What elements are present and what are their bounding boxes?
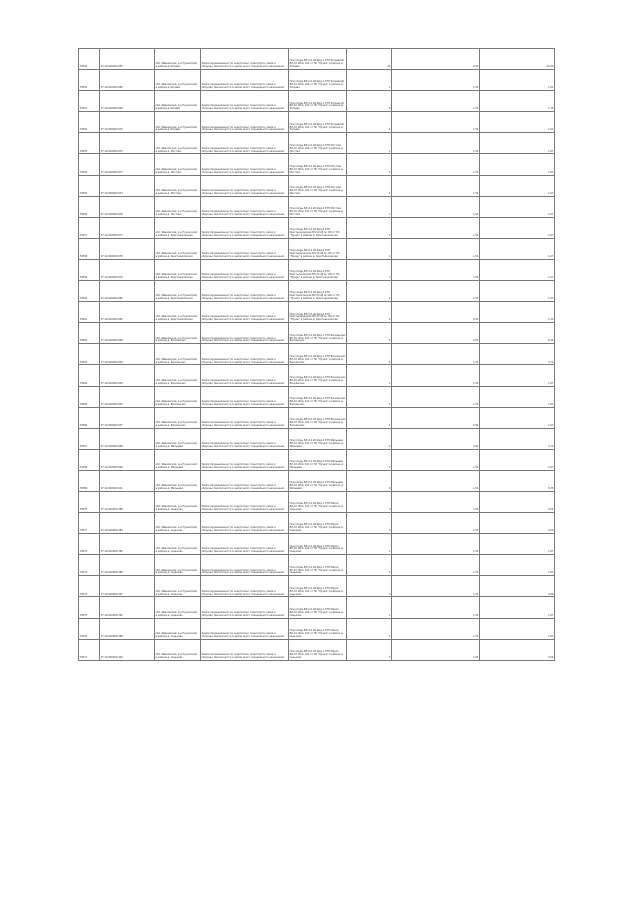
row-number-cell: 79560 (79, 281, 100, 302)
cadastral-number-cell: 37:14:000000:957 (100, 49, 155, 70)
cadastral-value-cell: 1,67 (480, 175, 555, 196)
cadastral-number-cell: 37:14:000000:981 (100, 302, 155, 323)
address-cell: обл. Ивановская, р-н Пучежский, в районе д. Васильково (155, 323, 201, 344)
cadastral-number-cell: 37:14:000000:957 (100, 407, 155, 428)
cadastral-number-cell: 37:14:000000:976 (100, 196, 155, 217)
table-row (79, 513, 555, 534)
row-number-cell: 79553 (79, 133, 100, 154)
specific-value-cell: 1,54 (392, 491, 480, 512)
row-number-cell: 79552 (79, 112, 100, 133)
land-category-cell: Земли промышленности, энергетики, транспорта, связи и обороны, безопасности и земли иного специального назначения (201, 344, 289, 365)
permitted-use-cell: Под опоры ВЛ-0,4 кВ фид.1 КТП Васильково ВЛ-10 кВ № 102 от ПС "Пучеж" в районе д. Васильково (289, 344, 347, 365)
row-number-cell: 79561 (79, 302, 100, 323)
permitted-use-cell: Под опоры ВЛ-0,4 кВ фид.1 КТП Мелсе ВЛ-10 кВ № 102 от ПС "Пучеж" в районе д. Сеньково (289, 513, 347, 534)
permitted-use-cell: Под опоры ВЛ-0,4 кВ фид.1 КТП Васильково ВЛ-10 кВ № 102 от ПС "Пучеж" в районе д. Васильково (289, 407, 347, 428)
cadastral-number-cell: 37:14:000000:952 (100, 386, 155, 407)
specific-value-cell: 1,54 (392, 259, 480, 280)
address-cell: обл. Ивановская, р-н Пучежский, в районе д.Затеево (155, 49, 201, 70)
land-category-cell: Земли промышленности, энергетики, транспорта, связи и обороны, безопасности и земли иного специального назначения (201, 407, 289, 428)
cadastral-number-cell: 37:14:000000:980 (100, 281, 155, 302)
permitted-use-cell: Под опоры ВЛ-0,4 кВ фид.2 КТП Мостово ВЛ-10 кВ № 102 от ПС "Пучеж" в районе д. Мостово (289, 133, 347, 154)
table-row (79, 238, 555, 259)
cadastral-number-cell: 37:14:000000:949 (100, 344, 155, 365)
table-row (79, 217, 555, 238)
cadastral-number-cell: 37:14:000000:940 (100, 449, 155, 470)
cadastral-value-cell: 22,54 (480, 49, 555, 70)
permitted-use-cell: Под опоры ВЛ-0,4 кВ фид.1 КТП Мелсе ВЛ-10 кВ № 102 от ПС "Пучеж" в районе д. Сеньково (289, 618, 347, 639)
specific-value-cell: 1,54 (392, 175, 480, 196)
cadastral-value-cell: 1,67 (480, 597, 555, 618)
table-row (79, 555, 555, 576)
address-cell: обл. Ивановская, р-н Пучежский, в районе д. Мальцево (155, 449, 201, 470)
address-cell: обл. Ивановская, р-н Пучежский, в районе д. Мостово (155, 154, 201, 175)
cadastral-number-cell: 37:14:000000:960 (100, 70, 155, 91)
cadastral-number-cell: 37:14:000000:973 (100, 154, 155, 175)
area-cell: 3 (347, 513, 392, 534)
area-cell: 2 (347, 344, 392, 365)
row-number-cell: 79559 (79, 259, 100, 280)
address-cell: обл. Ивановская, р-н Пучежский, в районе д. Крестьянковская (155, 217, 201, 238)
address-cell: обл. Ивановская, р-н Пучежский, в районе д. Сеньково (155, 513, 201, 534)
row-number-cell: 79573 (79, 555, 100, 576)
cadastral-value-cell: 1,61 (480, 112, 555, 133)
address-cell: обл. Ивановская, р-н Пучежский, в районе д. Васильково (155, 365, 201, 386)
cadastral-value-cell: 3,10 (480, 428, 555, 449)
cadastral-value-cell: 1,67 (480, 449, 555, 470)
cadastral-number-cell: 37:14:000000:941 (100, 470, 155, 491)
table-row (79, 428, 555, 449)
address-cell: обл. Ивановская, р-н Пучежский, в районе д.Затеево (155, 70, 201, 91)
specific-value-cell: 1,54 (392, 91, 480, 112)
table-row (79, 597, 555, 618)
permitted-use-cell: Под опоры ВЛ-0,4 кВ фид.1 КТП Мелсе ВЛ-10 кВ № 102 от ПС "Пучеж" в районе д. Сеньково (289, 639, 347, 660)
area-cell: 1 (347, 449, 392, 470)
land-category-cell: Земли промышленности, энергетики, транспорта, связи и обороны, безопасности и земли иного специального назначения (201, 534, 289, 555)
land-category-cell: Земли промышленности, энергетики, транспорта, связи и обороны, безопасности и земли иного специального назначения (201, 365, 289, 386)
row-number-cell: 79551 (79, 91, 100, 112)
row-number-cell: 79570 (79, 491, 100, 512)
table-row (79, 491, 555, 512)
land-category-cell: Земли промышленности, энергетики, транспорта, связи и обороны, безопасности и земли иного специального назначения (201, 513, 289, 534)
row-number-cell: 79572 (79, 534, 100, 555)
specific-value-cell: 1,54 (392, 112, 480, 133)
specific-value-cell: 1,54 (392, 133, 480, 154)
permitted-use-cell: Под опоры ВЛ-0,4 кВ фид.2 КТП Мальцево ВЛ-10 кВ № 102 от ПС "Пучеж" в районе д. Мальцево (289, 428, 347, 449)
permitted-use-cell: Под опоры ВЛ-0,4 кВ фид.2 КТП Мостово ВЛ-10 кВ № 102 от ПС "Пучеж" в районе д. Мостово (289, 175, 347, 196)
specific-value-cell: 0,54 (392, 49, 480, 70)
row-number-cell: 79565 (79, 386, 100, 407)
row-number-cell: 79556 (79, 196, 100, 217)
row-number-cell: 79567 (79, 428, 100, 449)
area-cell: 1 (347, 259, 392, 280)
cadastral-number-cell: 37:14:000000:977 (100, 217, 155, 238)
cadastral-value-cell: 1,67 (480, 133, 555, 154)
row-number-cell: 79576 (79, 618, 100, 639)
address-cell: обл. Ивановская, р-н Пучежский, в районе д. Васильково (155, 344, 201, 365)
row-number-cell: 79558 (79, 238, 100, 259)
area-cell: 1 (347, 154, 392, 175)
row-number-cell: 79575 (79, 597, 100, 618)
table-row (79, 196, 555, 217)
cadastral-value-cell: 1,67 (480, 386, 555, 407)
area-cell: 1 (347, 217, 392, 238)
specific-value-cell: 1,54 (392, 470, 480, 491)
specific-value-cell: 0,54 (392, 407, 480, 428)
table-row (79, 449, 555, 470)
address-cell: обл. Ивановская, р-н Пучежский, в районе д. Мостово (155, 196, 201, 217)
specific-value-cell: 1,54 (392, 281, 480, 302)
permitted-use-cell: Под опоры ВЛ-0,4 кВ фид.2 КТП Крестьянковская ВЛ-10 кВ № 102 от ПС "Пучеж" в районе д. Крестьянковская (289, 259, 347, 280)
land-category-cell: Земли промышленности, энергетики, транспорта, связи и обороны, безопасности и земли иного специального назначения (201, 175, 289, 196)
cadastral-value-cell: 1,67 (480, 238, 555, 259)
area-cell: 1 (347, 534, 392, 555)
cadastral-value-cell: 1,67 (480, 365, 555, 386)
specific-value-cell: 1,54 (392, 597, 480, 618)
land-category-cell: Земли промышленности, энергетики, транспорта, связи и обороны, безопасности и земли иного специального назначения (201, 70, 289, 91)
cadastral-value-cell: 1,67 (480, 217, 555, 238)
land-category-cell: Земли промышленности, энергетики, транспорта, связи и обороны, безопасности и земли иного специального назначения (201, 154, 289, 175)
table-body (79, 49, 555, 661)
cadastral-number-cell: 37:14:000000:969 (100, 428, 155, 449)
cadastral-value-cell: 4,54 (480, 513, 555, 534)
permitted-use-cell: Под опоры ВЛ-0,4 кВ фид.1 КТП Васильково ВЛ-10 кВ № 102 от ПС "Пучеж" в районе д. Васильково (289, 365, 347, 386)
row-number-cell: 79574 (79, 576, 100, 597)
table-row (79, 175, 555, 196)
permitted-use-cell: Под опоры ВЛ-0,4 кВ фид.2 КТП Крестьянковская ВЛ-10 кВ № 102 от ПС "Пучеж" в районе д. Крестьянковская (289, 281, 347, 302)
permitted-use-cell: Под опоры ВЛ-0,4 кВ фид.2 КТП Крестьянковская ВЛ-10 кВ № 102 от ПС "Пучеж" в районе д. Крестьянковская (289, 302, 347, 323)
address-cell: обл. Ивановская, р-н Пучежский, в районе д. Сеньково (155, 491, 201, 512)
address-cell: обл. Ивановская, р-н Пучежский, в районе д. Крестьянковская (155, 238, 201, 259)
land-category-cell: Земли промышленности, энергетики, транспорта, связи и обороны, безопасности и земли иного специального назначения (201, 323, 289, 344)
permitted-use-cell: Под опоры ВЛ-0,4 кВ фид.1 КТП Мелсе ВЛ-10 кВ № 102 от ПС "Пучеж" в районе д. Сеньково (289, 597, 347, 618)
area-cell: 2 (347, 428, 392, 449)
permitted-use-cell: Под опоры ВЛ-0,4 кВ фид.1 КТП Васильково ВЛ-10 кВ № 102 от ПС "Пучеж" в районе д. Васильково (289, 323, 347, 344)
row-number-cell: 79554 (79, 154, 100, 175)
cadastral-number-cell: 37:14:000000:388 (100, 491, 155, 512)
row-number-cell: 79577 (79, 639, 100, 660)
area-cell: 6 (347, 91, 392, 112)
permitted-use-cell: Под опоры ВЛ-0,4 кВ фид.2 КТП Крестьянковская ВЛ-10 кВ № 102 от ПС "Пучеж" в районе д. Крестьянковская (289, 238, 347, 259)
permitted-use-cell: Под опоры ВЛ-0,4 кВ фид.1 КТП Мелсе ВЛ-10 кВ № 102 от ПС "Пучеж" в районе д. Сеньково (289, 555, 347, 576)
area-cell: 1 (347, 618, 392, 639)
row-number-cell: 79557 (79, 217, 100, 238)
table-row (79, 112, 555, 133)
table-row (79, 470, 555, 491)
area-cell: 1 (347, 386, 392, 407)
address-cell: обл. Ивановская, р-н Пучежский, в районе д.Затеево (155, 112, 201, 133)
specific-value-cell: 1,54 (392, 555, 480, 576)
permitted-use-cell: Под опоры ВЛ-0,4 кВ фид.2 КТП Мальцево ВЛ-10 кВ № 102 от ПС "Пучеж" в районе д. Мальцево (289, 449, 347, 470)
cadastral-number-cell: 37:14:000000:400 (100, 639, 155, 660)
land-category-cell: Земли промышленности, энергетики, транспорта, связи и обороны, безопасности и земли иного специального назначения (201, 91, 289, 112)
table-row (79, 344, 555, 365)
row-number-cell: 79564 (79, 365, 100, 386)
table-row (79, 576, 555, 597)
cadastral-value-cell: 1,67 (480, 259, 555, 280)
cadastral-value-cell: 4,54 (480, 639, 555, 660)
cadastral-value-cell: 1,67 (480, 555, 555, 576)
table-row (79, 154, 555, 175)
area-cell: 3 (347, 491, 392, 512)
cadastral-number-cell: 37:14:000000:950 (100, 365, 155, 386)
table-row (79, 70, 555, 91)
permitted-use-cell: Под опоры ВЛ-0,4 кВ фид.1 КТП Затеево(4) ВЛ-10 кВ № 102 от ПС "Пучеж" в районе д. Затеево (289, 91, 347, 112)
address-cell: обл. Ивановская, р-н Пучежский, в районе д. Васильково (155, 386, 201, 407)
specific-value-cell: 0,54 (392, 428, 480, 449)
land-category-cell: Земли промышленности, энергетики, транспорта, связи и обороны, безопасности и земли иного специального назначения (201, 449, 289, 470)
cadastral-value-cell: 1,67 (480, 196, 555, 217)
specific-value-cell: 1,54 (392, 576, 480, 597)
land-category-cell: Земли промышленности, энергетики, транспорта, связи и обороны, безопасности и земли иного специального назначения (201, 639, 289, 660)
land-category-cell: Земли промышленности, энергетики, транспорта, связи и обороны, безопасности и земли иного специального назначения (201, 386, 289, 407)
area-cell: 6 (347, 470, 392, 491)
permitted-use-cell: Под опоры ВЛ-0,4 кВ фид.1 КТП Васильково ВЛ-10 кВ № 102 от ПС "Пучеж" в районе д. Васильково (289, 386, 347, 407)
area-cell: 3 (347, 576, 392, 597)
permitted-use-cell: Под опоры ВЛ-0,4 кВ фид.2 КТП Мальцево ВЛ-10 кВ № 102 от ПС "Пучеж" в районе д. Мальцево (289, 470, 347, 491)
cadastral-value-cell: 4,54 (480, 491, 555, 512)
specific-value-cell: 1,54 (392, 639, 480, 660)
specific-value-cell: 1,54 (392, 449, 480, 470)
cadastral-value-cell: 3,74 (480, 344, 555, 365)
cadastral-value-cell: 4,99 (480, 576, 555, 597)
address-cell: обл. Ивановская, р-н Пучежский, в районе д. Сеньково (155, 618, 201, 639)
area-cell: 3 (347, 639, 392, 660)
land-category-cell: Земли промышленности, энергетики, транспорта, связи и обороны, безопасности и земли иного специального назначения (201, 238, 289, 259)
cadastral-value-cell: 8,35 (480, 470, 555, 491)
row-number-cell: 79566 (79, 407, 100, 428)
address-cell: обл. Ивановская, р-н Пучежский, в районе д. Сеньково (155, 576, 201, 597)
table-row (79, 618, 555, 639)
address-cell: обл. Ивановская, р-н Пучежский, в районе д. Сеньково (155, 639, 201, 660)
land-category-cell: Земли промышленности, энергетики, транспорта, связи и обороны, безопасности и земли иного специального назначения (201, 491, 289, 512)
table-row (79, 91, 555, 112)
address-cell: обл. Ивановская, р-н Пучежский, в районе д. Сеньково (155, 555, 201, 576)
cadastral-value-cell: 6,14 (480, 323, 555, 344)
permitted-use-cell: Под опоры ВЛ-0,4 кВ фид.2 КТП Крестьянковская ВЛ-10 кВ № 102 от ПС "Пучеж" в районе д. Крестьянковская (289, 217, 347, 238)
land-category-cell: Земли промышленности, энергетики, транспорта, связи и обороны, безопасности и земли иного специального назначения (201, 302, 289, 323)
row-number-cell: 79550 (79, 70, 100, 91)
area-cell: 1 (347, 196, 392, 217)
cadastral-value-cell: 1,20 (480, 302, 555, 323)
table-row (79, 49, 555, 70)
area-cell: 1 (347, 597, 392, 618)
address-cell: обл. Ивановская, р-н Пучежский, в районе д. Мостово (155, 175, 201, 196)
specific-value-cell: 1,54 (392, 365, 480, 386)
land-category-cell: Земли промышленности, энергетики, транспорта, связи и обороны, безопасности и земли иного специального назначения (201, 597, 289, 618)
table-row (79, 302, 555, 323)
land-parcel-table (78, 48, 555, 661)
address-cell: обл. Ивановская, р-н Пучежский, в районе д. Крестьянковская (155, 302, 201, 323)
specific-value-cell: 1,54 (392, 344, 480, 365)
table-row (79, 323, 555, 344)
table-row (79, 133, 555, 154)
address-cell: обл. Ивановская, р-н Пучежский, в районе д. Васильково (155, 407, 201, 428)
specific-value-cell: 1,54 (392, 386, 480, 407)
cadastral-number-cell: 37:14:000000:389 (100, 618, 155, 639)
table-row (79, 407, 555, 428)
cadastral-value-cell: 1,61 (480, 70, 555, 91)
address-cell: обл. Ивановская, р-н Пучежский, в районе д. Сеньково (155, 534, 201, 555)
cadastral-value-cell: 1,67 (480, 407, 555, 428)
table-row (79, 534, 555, 555)
specific-value-cell: 1,54 (392, 238, 480, 259)
cadastral-number-cell: 37:14:000000:386 (100, 555, 155, 576)
specific-value-cell: 1,54 (392, 217, 480, 238)
land-category-cell: Земли промышленности, энергетики, транспорта, связи и обороны, безопасности и земли иного специального назначения (201, 112, 289, 133)
specific-value-cell: 1,54 (392, 70, 480, 91)
table-row (79, 259, 555, 280)
land-category-cell: Земли промышленности, энергетики, транспорта, связи и обороны, безопасности и земли иного специального назначения (201, 133, 289, 154)
row-number-cell: 79555 (79, 175, 100, 196)
address-cell: обл. Ивановская, р-н Пучежский, в районе д. Мостово (155, 133, 201, 154)
row-number-cell: 79563 (79, 344, 100, 365)
address-cell: обл. Ивановская, р-н Пучежский, в районе д. Крестьянковская (155, 281, 201, 302)
specific-value-cell: 0,54 (392, 323, 480, 344)
cadastral-number-cell: 37:14:000000:387 (100, 576, 155, 597)
cadastral-value-cell: 1,67 (480, 534, 555, 555)
specific-value-cell: 1,54 (392, 513, 480, 534)
table-row (79, 281, 555, 302)
cadastral-number-cell: 37:14:000000:392 (100, 597, 155, 618)
specific-value-cell: 1,54 (392, 196, 480, 217)
cadastral-number-cell: 37:14:000000:384 (100, 513, 155, 534)
row-number-cell: 79571 (79, 513, 100, 534)
area-cell: 1 (347, 175, 392, 196)
specific-value-cell: 1,54 (392, 534, 480, 555)
row-number-cell: 79569 (79, 470, 100, 491)
area-cell: 4 (347, 302, 392, 323)
permitted-use-cell: Под опоры ВЛ-0,4 кВ фид.1 КТП Затеево(4) ВЛ-10 кВ № 102 от ПС "Пучеж" в районе д. Затеево (289, 49, 347, 70)
specific-value-cell: 1,54 (392, 618, 480, 639)
row-number-cell: 79568 (79, 449, 100, 470)
area-cell: 1 (347, 365, 392, 386)
area-cell: 1 (347, 70, 392, 91)
cadastral-number-cell: 37:14:000000:978 (100, 238, 155, 259)
area-cell: 1 (347, 133, 392, 154)
cadastral-number-cell: 37:14:000000:385 (100, 534, 155, 555)
row-number-cell: 79562 (79, 323, 100, 344)
area-cell: 4 (347, 323, 392, 344)
permitted-use-cell: Под опоры ВЛ-0,4 кВ фид.2 КТП Мостово ВЛ-10 кВ № 102 от ПС "Пучеж" в районе д. Мостово (289, 196, 347, 217)
land-category-cell: Земли промышленности, энергетики, транспорта, связи и обороны, безопасности и земли иного специального назначения (201, 281, 289, 302)
address-cell: обл. Ивановская, р-н Пучежский, в районе д. Крестьянковская (155, 259, 201, 280)
area-cell: 1 (347, 281, 392, 302)
area-cell: 1 (347, 238, 392, 259)
address-cell: обл. Ивановская, р-н Пучежский, в районе д. Мальцево (155, 428, 201, 449)
land-category-cell: Земли промышленности, энергетики, транспорта, связи и обороны, безопасности и земли иного специального назначения (201, 259, 289, 280)
permitted-use-cell: Под опоры ВЛ-0,4 кВ фид.1 КТП Мелсе ВЛ-10 кВ № 102 от ПС "Пучеж" в районе д. Сеньково (289, 491, 347, 512)
address-cell: обл. Ивановская, р-н Пучежский, в районе д. Сеньково (155, 597, 201, 618)
area-cell: 4 (347, 112, 392, 133)
land-category-cell: Земли промышленности, энергетики, транспорта, связи и обороны, безопасности и земли иного специального назначения (201, 217, 289, 238)
land-category-cell: Земли промышленности, энергетики, транспорта, связи и обороны, безопасности и земли иного специального назначения (201, 555, 289, 576)
cadastral-number-cell: 37:14:000000:946 (100, 91, 155, 112)
cadastral-number-cell: 37:14:000000:970 (100, 112, 155, 133)
address-cell: обл. Ивановская, р-н Пучежский, в районе д.Затеево (155, 91, 201, 112)
permitted-use-cell: Под опоры ВЛ-0,4 кВ фид.1 КТП Мелсе ВЛ-10 кВ № 102 от ПС "Пучеж" в районе д. Сеньково (289, 576, 347, 597)
cadastral-value-cell: 1,67 (480, 618, 555, 639)
land-category-cell: Земли промышленности, энергетики, транспорта, связи и обороны, безопасности и земли иного специального назначения (201, 618, 289, 639)
address-cell: обл. Ивановская, р-н Пучежский, в районе д. Мальцево (155, 470, 201, 491)
cadastral-value-cell: 1,67 (480, 281, 555, 302)
permitted-use-cell: Под опоры ВЛ-0,4 кВ фид.1 КТП Затеево(4) ВЛ-10 кВ № 102 от ПС "Пучеж" в районе д. Затеево (289, 70, 347, 91)
area-cell: 1 (347, 555, 392, 576)
area-cell: 1 (347, 407, 392, 428)
permitted-use-cell: Под опоры ВЛ-0,4 кВ фид.1 КТП Мелсе ВЛ-10 кВ № 102 от ПС "Пучеж" в районе д. Сеньково (289, 534, 347, 555)
cadastral-number-cell: 37:14:000000:979 (100, 259, 155, 280)
area-cell: 14 (347, 49, 392, 70)
land-category-cell: Земли промышленности, энергетики, транспорта, связи и обороны, безопасности и земли иного специального назначения (201, 576, 289, 597)
land-category-cell: Земли промышленности, энергетики, транспорта, связи и обороны, безопасности и земли иного специального назначения (201, 470, 289, 491)
specific-value-cell: 1,54 (392, 154, 480, 175)
cadastral-number-cell: 37:14:000000:948 (100, 323, 155, 344)
specific-value-cell: 0,54 (392, 302, 480, 323)
table-row (79, 386, 555, 407)
cadastral-number-cell: 37:14:000000:972 (100, 133, 155, 154)
permitted-use-cell: Под опоры ВЛ-0,4 кВ фид.1 КТП Затеево(4) ВЛ-10 кВ № 102 от ПС "Пучеж" в районе д. Затеево (289, 112, 347, 133)
cadastral-value-cell: 1,67 (480, 154, 555, 175)
permitted-use-cell: Под опоры ВЛ-0,4 кВ фид.2 КТП Мостово ВЛ-10 кВ № 102 от ПС "Пучеж" в районе д. Мостово (289, 154, 347, 175)
row-number-cell: 79549 (79, 49, 100, 70)
cadastral-number-cell: 37:14:000000:974 (100, 175, 155, 196)
land-category-cell: Земли промышленности, энергетики, транспорта, связи и обороны, безопасности и земли иного специального назначения (201, 49, 289, 70)
cadastral-value-cell: 1,75 (480, 91, 555, 112)
land-category-cell: Земли промышленности, энергетики, транспорта, связи и обороны, безопасности и земли иного специального назначения (201, 428, 289, 449)
table-row (79, 639, 555, 660)
land-category-cell: Земли промышленности, энергетики, транспорта, связи и обороны, безопасности и земли иного специального назначения (201, 196, 289, 217)
table-row (79, 365, 555, 386)
